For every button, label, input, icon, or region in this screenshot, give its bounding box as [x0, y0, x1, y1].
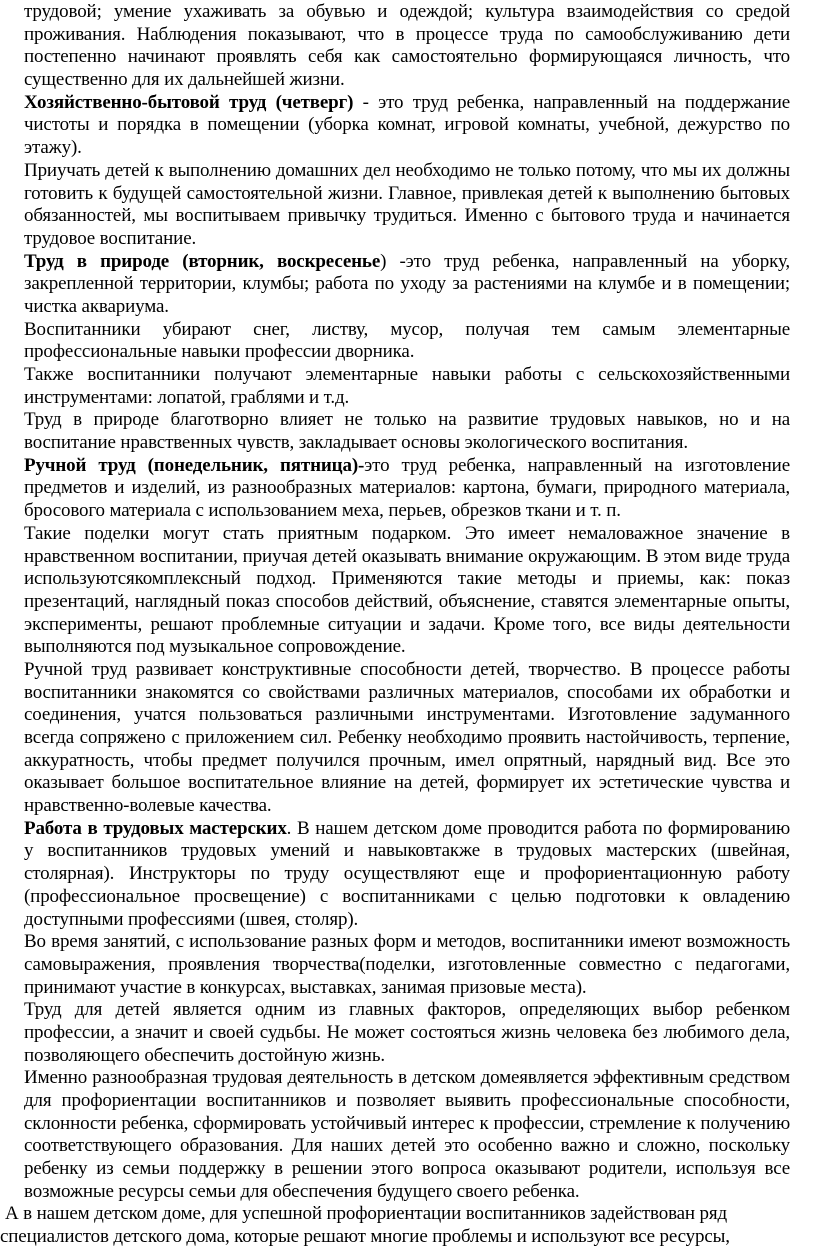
text-line [24, 977, 790, 1000]
text-line [24, 409, 790, 432]
text-line [24, 818, 790, 841]
text-line [24, 614, 790, 637]
final-paragraph [0, 1203, 770, 1248]
text-line [24, 931, 790, 954]
line-text: возможные ресурсы семьи для обеспечения будущего своего ребенка. [24, 1180, 580, 1202]
line-text: ребенку из семьи поддержку в решении этого вопроса оказывают родители, используя все [24, 1158, 790, 1180]
text-line [24, 546, 790, 569]
paragraph [24, 523, 790, 659]
line-text: обязанностей, мы воспитываем привычку трудиться. Именно с бытового труда и начинается [24, 205, 790, 227]
paragraph [24, 659, 790, 818]
line-text: инструментами: лопатой, граблями и т.д. [24, 386, 350, 408]
text-line [24, 341, 790, 364]
text-line [24, 1090, 790, 1113]
text-line [24, 477, 790, 500]
text-line [24, 636, 790, 659]
line-text: столярная). Инструкторы по труду осуществляют еще и профориентационную работу [24, 863, 790, 885]
text-line [24, 886, 790, 909]
text-line [24, 1158, 790, 1181]
text-line [24, 1067, 790, 1090]
line-text: готовить к будущей самостоятельной жизни. Главное, привлекая детей к выполнению бытовых [24, 182, 790, 204]
line-text: это труд ребенка, направленный на изготовление [364, 454, 790, 476]
text-line [24, 24, 790, 47]
text-line [24, 296, 790, 319]
line-text: используютсякомплексный подход. Применяются такие методы и приемы, как: показ [24, 568, 790, 590]
text-line [24, 727, 790, 750]
text-line [24, 1022, 790, 1045]
text-line [24, 500, 790, 523]
line-text: трудовой; умение ухаживать за обувью и одеждой; культура взаимодействия со средой [24, 1, 790, 22]
line-text: позволяющего обеспечить достойную жизнь. [24, 1044, 385, 1066]
line-text: воспитание нравственных чувств, закладывает основы экологического воспитания. [24, 432, 688, 454]
line-text: Труд для детей является одним из главных факторов, определяющих выбор ребенком [24, 999, 790, 1021]
paragraph [24, 251, 790, 319]
text-line [24, 682, 790, 705]
bold-heading: Хозяйственно-бытовой труд (четверг) [24, 91, 354, 113]
paragraph [24, 319, 790, 364]
text-line [24, 46, 790, 69]
line-text: всегда сопряжено с приложением сил. Ребенку необходимо проявить настойчивость, терпение, [24, 727, 790, 748]
line-text: Именно разнообразная трудовая деятельность в детском домеявляется эффективным средством [24, 1067, 790, 1089]
text-line [24, 1135, 790, 1158]
text-line [24, 863, 790, 886]
line-text: бросового материала с использованием меха, перьев, обрезков ткани и т. п. [24, 500, 621, 522]
line-text: нравственном воспитании, приучая детей оказывать внимание окружающим. В этом виде труда [24, 545, 790, 567]
line-text: доступными профессиями (швея, столяр). [24, 908, 359, 930]
line-text: принимают участие в конкурсах, выставках, занимая призовые места). [24, 976, 587, 998]
line-text: эксперименты, решают проблемные ситуации и задачи. Кроме того, все виды деятельности [24, 613, 790, 635]
line-text: аккуратность, чтобы предмет получился прочным, имел опрятный, нарядный вид. Все это [24, 749, 790, 771]
text-line [24, 160, 790, 183]
bold-heading: Работа в трудовых мастерских [24, 817, 287, 839]
text-line [24, 523, 790, 546]
line-text: Воспитанники убирают снег, листву, мусор, получая тем самым элементарные [24, 318, 790, 340]
text-line [24, 659, 790, 682]
text-line [24, 840, 790, 863]
text-line [24, 750, 790, 773]
text-line [24, 273, 790, 296]
line-text: Также воспитанники получают элементарные навыки работы с сельскохозяйственными [24, 364, 790, 385]
line-text: предметов и изделий, из разнообразных материалов: картона, бумаги, природного материала, [24, 477, 790, 499]
text-line [24, 92, 790, 115]
line-text: у воспитанников трудовых умений и навыковтакже в трудовых мастерских (швейная, [24, 840, 790, 862]
line-text: профессиональные навыки профессии дворника. [24, 341, 415, 363]
text-line [24, 1, 790, 24]
line-text: воспитанники знакомятся со свойствами различных материалов, способами их обработки и [24, 681, 790, 703]
line-text: оказывает большое воспитательное влияние на детей, формирует их эстетические чувства и [24, 772, 790, 794]
line-text: трудовое воспитание. [24, 227, 197, 249]
text-line [24, 455, 790, 478]
bold-heading: Ручной труд (понедельник, пятница)- [24, 454, 365, 476]
paragraph [24, 999, 790, 1067]
line-text: Ручной труд развивает конструктивные способности детей, творчество. В процессе работы [24, 658, 790, 680]
paragraph [24, 92, 790, 160]
line-text: постепенно начинают проявлять себя как самостоятельно формирующаяся личность, что [24, 46, 790, 68]
line-text: закрепленной территории, клумбы; работа по уходу за растениями на клумбе и в помещении; [24, 273, 790, 295]
text-line [24, 954, 790, 977]
paragraph [24, 160, 790, 251]
line-text: существенно для их дальнейшей жизни. [24, 69, 345, 91]
line-text: для профориентации воспитанников и позволяет выявить профессиональные способности, [24, 1090, 790, 1111]
text-line [24, 1045, 790, 1068]
line-text: презентаций, наглядный показ способов действий, объяснение, ставятся элементарные опыты, [24, 590, 790, 612]
text-line [24, 228, 790, 251]
text-line [24, 772, 790, 795]
text-line [24, 114, 790, 137]
line-text: Во время занятий, с использование разных форм и методов, воспитанники имеют возможность [24, 931, 790, 953]
line-text: Такие поделки могут стать приятным подарком. Это имеет немаловажное значение в [24, 522, 790, 544]
paragraph [24, 1067, 790, 1203]
line-text: Труд в природе благотворно влияет не только на развитие трудовых навыков, но и на [24, 409, 790, 431]
text-line: специалистов детского дома, которые решают многие проблемы и используют все ресурсы, [0, 1226, 730, 1248]
text-line [24, 183, 790, 206]
text-line [24, 704, 790, 727]
line-text: чистка аквариума. [24, 295, 169, 317]
paragraph [24, 931, 790, 999]
paragraph [24, 364, 790, 409]
line-text: склонности ребенка, сформировать устойчивый интерес к профессии, стремление к получению [24, 1112, 790, 1134]
text-line [24, 568, 790, 591]
paragraph [24, 818, 790, 931]
line-text: (профессиональное просвещение) с воспитанниками с целью подготовки к овладению [24, 885, 790, 907]
text-line [24, 1113, 790, 1136]
line-text: самовыражения, проявления творчества(поделки, изготовленные совместно с педагогами, [24, 953, 790, 975]
text-line [24, 364, 790, 387]
text-line [24, 137, 790, 160]
line-text: этажу). [24, 137, 82, 159]
text-line [24, 909, 790, 932]
line-text: соответствующего образования. Для наших детей это особенно важно и сложно, поскольку [24, 1135, 790, 1157]
text-line [24, 1181, 790, 1204]
paragraph [24, 1, 790, 92]
line-text: проживания. Наблюдения показывают, что в процессе труда по самообслуживанию дети [24, 23, 790, 45]
bold-heading: Труд в природе (вторник, воскресенье [24, 250, 381, 272]
text-line [24, 387, 790, 410]
line-text: ) -это труд ребенка, направленный на уборку, [380, 250, 790, 272]
line-text: соединения, учатся пользоваться различными инструментами. Изготовление задуманного [24, 704, 790, 726]
line-text: . В нашем детском доме проводится работа по формированию [286, 817, 790, 839]
text-line [24, 319, 790, 342]
line-text: выполняются под музыкальное сопровождение. [24, 636, 406, 658]
text-line [24, 205, 790, 228]
line-text: Приучать детей к выполнению домашних дел необходимо не только потому, что мы их должны [24, 159, 790, 181]
paragraph [24, 409, 790, 454]
text-line: А в нашем детском доме, для успешной профориентации воспитанников задействован ряд [5, 1203, 728, 1225]
text-line [24, 251, 790, 274]
text-line [24, 999, 790, 1022]
line-text: нравственно-волевые качества. [24, 795, 272, 817]
text-line [24, 795, 790, 818]
text-line [24, 432, 790, 455]
line-text: профессии, а значит и своей судьбы. Не может состояться жизнь человека без любимого дела, [24, 1021, 790, 1043]
document-page [0, 1, 790, 1249]
text-line [24, 69, 790, 92]
line-text: - это труд ребенка, направленный на поддержание [353, 91, 790, 113]
paragraph [24, 455, 790, 523]
line-text: чистоты и порядка в помещении (уборка комнат, игровой комнаты, учебной, дежурство по [24, 114, 790, 136]
text-line [24, 591, 790, 614]
